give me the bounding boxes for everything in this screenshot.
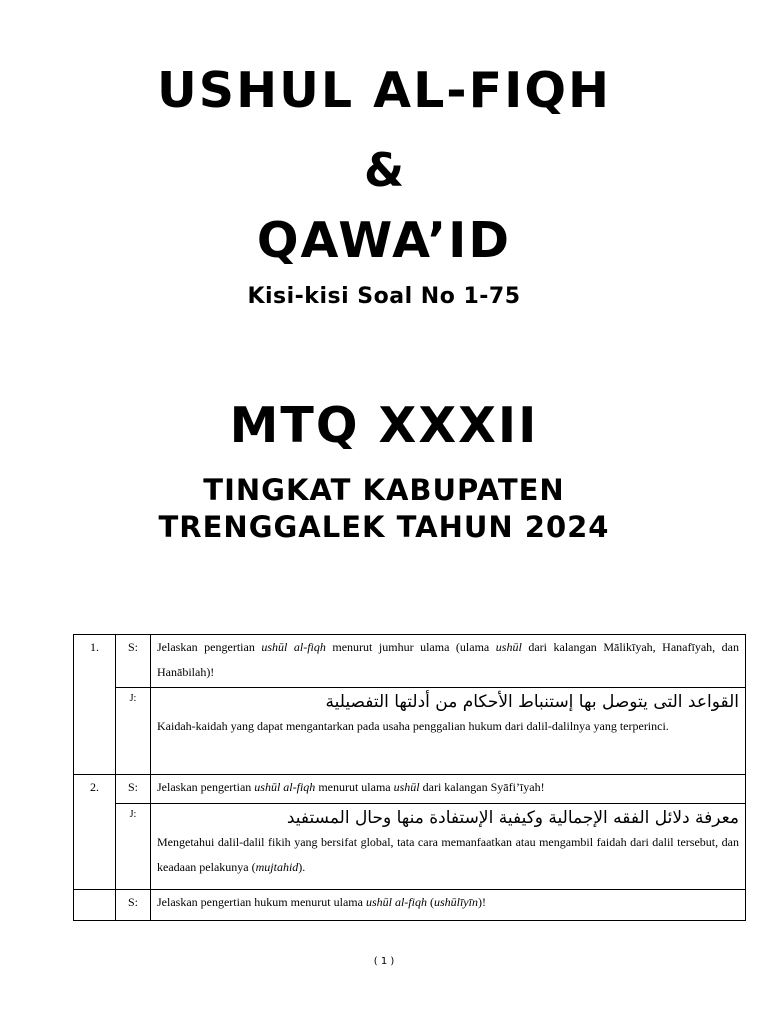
table-row: [74, 635, 746, 688]
answer-cell: [151, 688, 746, 775]
cover-subtitle: Kisi-kisi Soal No 1-75: [247, 284, 521, 309]
answer-cell: [151, 804, 746, 890]
item-number: 1.: [74, 635, 116, 775]
answer-text: Kaidah-kaidah yang dapat mengantarkan pada usaha penggalian hukum dari dalil-dalilnya yang terperinci.: [157, 719, 669, 733]
question-table: [73, 634, 746, 921]
question-label: S:: [116, 890, 151, 921]
question-text: Jelaskan pengertian ushūl al-fiqh menurut ulama ushūl dari kalangan Syāfi’īyah!: [151, 775, 746, 804]
table-row: [74, 804, 746, 890]
table-row: [74, 890, 746, 921]
table-row: [74, 775, 746, 804]
cover-title-line2: &: [363, 143, 405, 197]
answer-text: Mengetahui dalil-dalil fikih yang bersifat global, tata cara memanfaatkan atau mengambil faidah dari dalil tersebut, dan keadaan pelakunya (mujtahid).: [157, 835, 739, 874]
question-label: S:: [116, 635, 151, 688]
cover-title-line1: USHUL AL-FIQH: [156, 62, 611, 119]
table-row: [74, 688, 746, 775]
item-number: [74, 890, 116, 921]
cover-title-line3: QAWA’ID: [256, 212, 512, 269]
event-title: MTQ XXXII: [229, 397, 539, 454]
level-line2: TRENGGALEK TAHUN 2024: [158, 510, 610, 544]
question-label: S:: [116, 775, 151, 804]
item-number: 2.: [74, 775, 116, 890]
page-number: ( 1 ): [373, 956, 395, 967]
answer-arabic: القواعد التى يتوصل بها إستنباط الأحكام من أدلتها التفصيلية: [325, 692, 739, 712]
answer-arabic: معرفة دلائل الفقه الإجمالية وكيفية الإستفادة منها وحال المستفيد: [286, 808, 739, 828]
answer-label: J:: [116, 688, 151, 775]
question-text: Jelaskan pengertian hukum menurut ulama ushūl al-fiqh (ushūlīyīn)!: [151, 890, 746, 921]
question-text: Jelaskan pengertian ushūl al-fiqh menurut jumhur ulama (ulama ushūl dari kalangan Mālikīyah, Hanafīyah, dan Hanābilah)!: [151, 635, 746, 688]
level-line1: TINGKAT KABUPATEN: [203, 473, 565, 507]
answer-label: J:: [116, 804, 151, 890]
